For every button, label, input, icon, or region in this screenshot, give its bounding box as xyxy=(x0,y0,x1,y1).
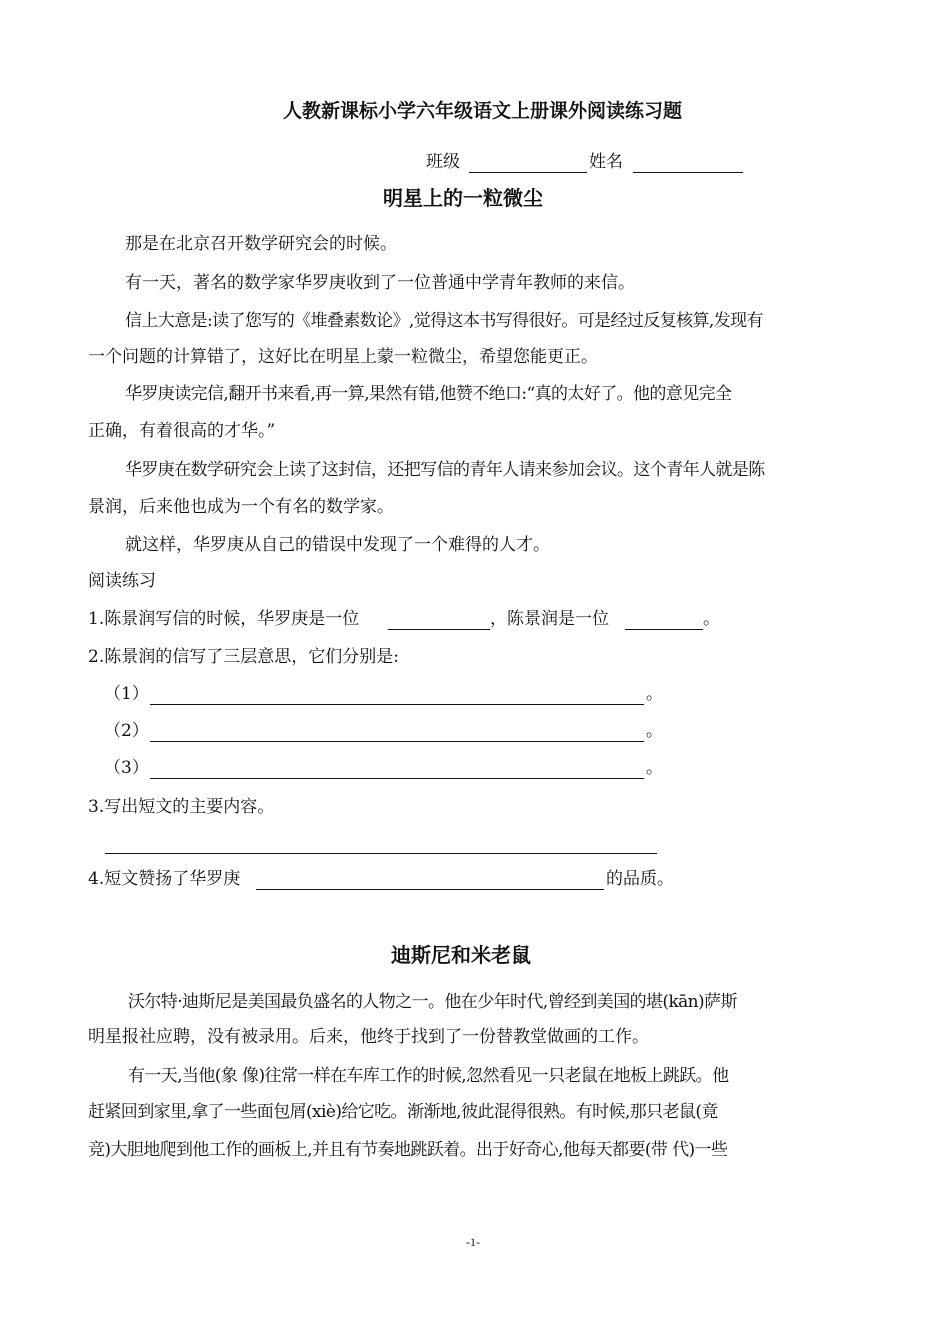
question-1-blank-b[interactable] xyxy=(625,629,703,630)
class-blank xyxy=(469,172,587,173)
story1-title: 明星上的一粒微尘 xyxy=(383,186,543,210)
question-2-answer-line[interactable] xyxy=(150,741,644,742)
class-label: 班级 xyxy=(426,152,460,172)
name-label: 姓名 xyxy=(589,152,623,172)
question-2-item-period: 。 xyxy=(646,758,663,778)
story1-paragraph: 华罗庚在数学研究会上读了这封信，还把写信的青年人请来参加会议。这个青年人就是陈 xyxy=(125,460,765,480)
story1-paragraph: 那是在北京召开数学研究会的时候。 xyxy=(125,234,397,254)
question-4-text-end: 的品质。 xyxy=(606,869,674,889)
question-3-text: 3.写出短文的主要内容。 xyxy=(88,797,275,817)
story1-paragraph-cont: 一个问题的计算错了，这好比在明星上蒙一粒微尘，希望您能更正。 xyxy=(88,347,598,367)
question-2-answer-line[interactable] xyxy=(150,704,644,705)
question-4-text: 4.短文赞扬了华罗庚 xyxy=(88,869,241,889)
question-2-item-period: 。 xyxy=(646,721,663,741)
story2-paragraph-cont: 明星报社应聘，没有被录用。后来，他终于找到了一份替教堂做画的工作。 xyxy=(88,1027,649,1047)
page-title: 人教新课标小学六年级语文上册课外阅读练习题 xyxy=(283,100,683,122)
question-2-answer-line[interactable] xyxy=(150,778,644,779)
question-2-text: 2.陈景润的信写了三层意思，它们分别是: xyxy=(88,647,399,667)
story1-paragraph: 有一天，著名的数学家华罗庚收到了一位普通中学青年教师的来信。 xyxy=(125,273,635,293)
story1-paragraph: 华罗庚读完信,翻开书来看,再一算,果然有错,他赞不绝口:“真的太好了。他的意见完全 xyxy=(125,384,732,404)
story1-paragraph-cont: 正确，有着很高的才华。” xyxy=(88,421,276,441)
name-blank xyxy=(633,172,743,173)
story2-paragraph: 沃尔特·迪斯尼是美国最负盛名的人物之一。他在少年时代,曾经到美国的堪(kān)萨斯 xyxy=(128,992,737,1012)
question-3-answer-line[interactable] xyxy=(105,853,657,854)
story2-paragraph-cont: 赶紧回到家里,拿了一些面包屑(xiè)给它吃。渐渐地,彼此混得很熟。有时候,那只老鼠(竟 xyxy=(88,1102,718,1122)
question-2-item-label: （1） xyxy=(104,684,149,704)
question-2-item-label: （3） xyxy=(104,758,149,778)
page-number: -1- xyxy=(466,1235,480,1249)
question-4-blank[interactable] xyxy=(256,889,604,890)
question-1-period: 。 xyxy=(703,609,720,629)
exercise-label: 阅读练习 xyxy=(88,571,156,591)
story1-paragraph: 就这样，华罗庚从自己的错误中发现了一个难得的人才。 xyxy=(125,535,550,555)
question-2-item-period: 。 xyxy=(646,684,663,704)
story2-paragraph: 有一天,当他(象 像)往常一样在车库工作的时候,忽然看见一只老鼠在地板上跳跃。他 xyxy=(128,1066,729,1086)
story1-paragraph-cont: 景润，后来他也成为一个有名的数学家。 xyxy=(88,497,394,517)
story2-title: 迪斯尼和米老鼠 xyxy=(391,943,531,967)
question-1-text: 1.陈景润写信的时候，华罗庚是一位 xyxy=(88,609,360,629)
question-1-text-mid: ，陈景润是一位 xyxy=(490,609,609,629)
story2-paragraph-cont: 竞)大胆地爬到他工作的画板上,并且有节奏地跳跃着。出于好奇心,他每天都要(带 代)一些 xyxy=(88,1140,728,1160)
question-2-item-label: （2） xyxy=(104,721,149,741)
story1-paragraph: 信上大意是:读了您写的《堆叠素数论》,觉得这本书写得很好。可是经过反复核算,发现有 xyxy=(125,311,763,331)
question-1-blank-a[interactable] xyxy=(388,629,490,630)
